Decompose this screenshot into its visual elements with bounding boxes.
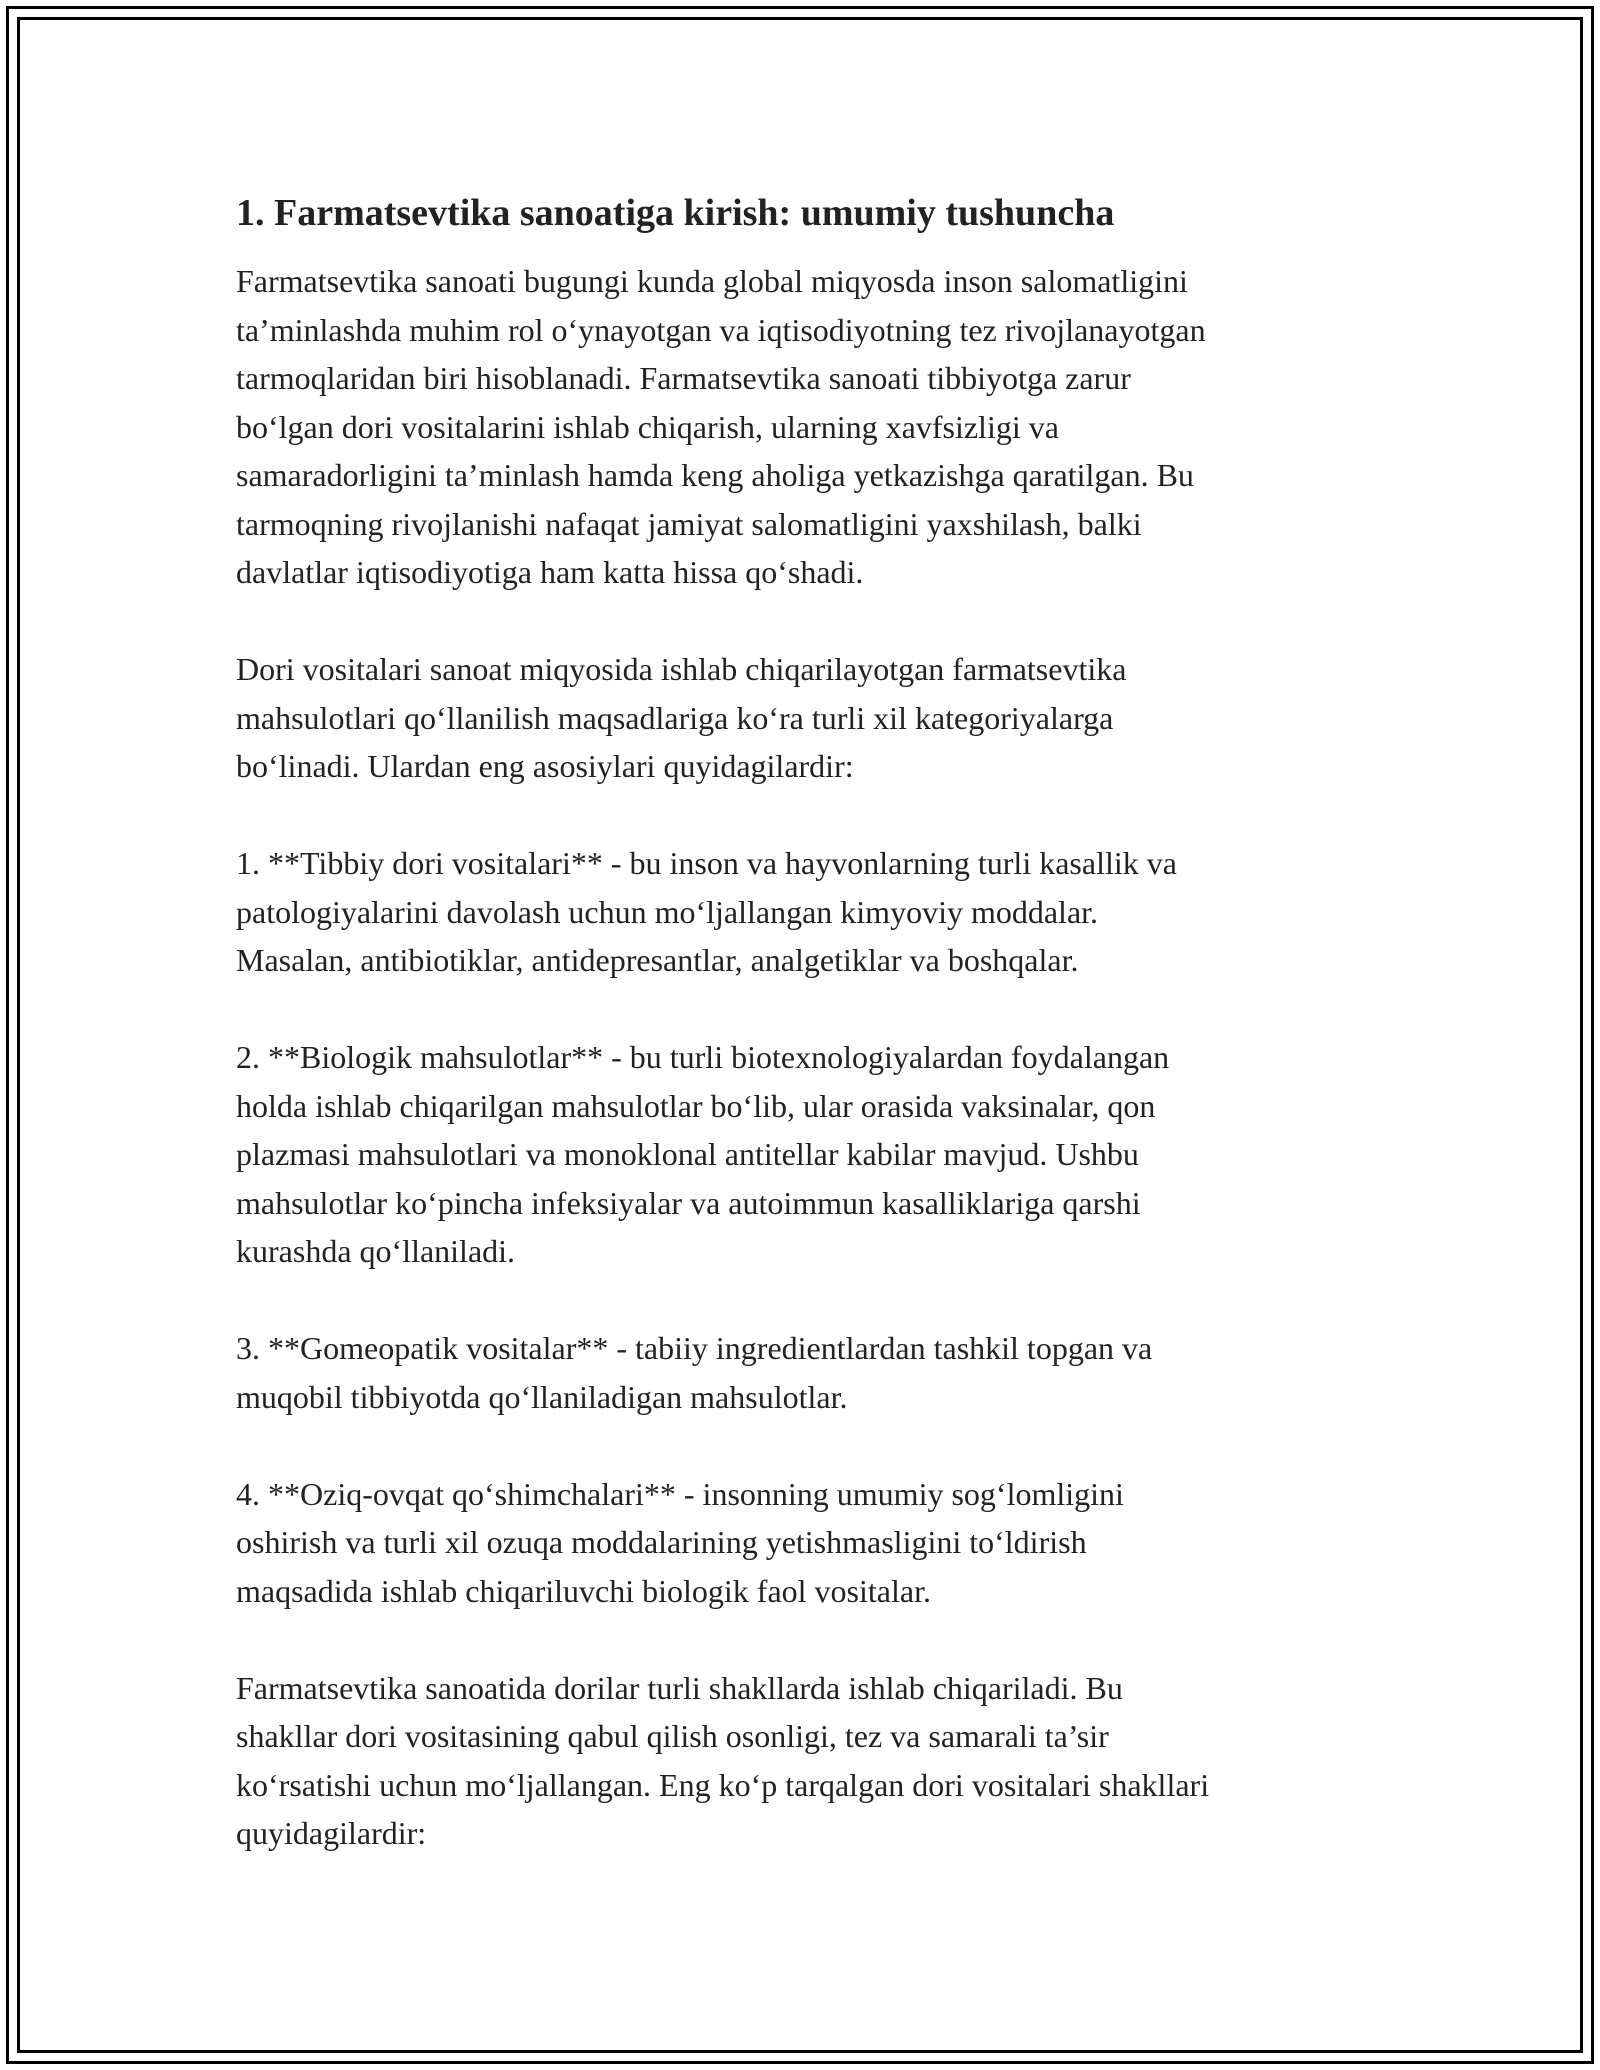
text-line: patologiyalarini davolash uchun mo‘ljallangan kimyoviy moddalar. [236,893,1099,930]
document-page [236,187,1366,1906]
text-line: 3. **Gomeopatik vositalar** - tabiiy ingredientlardan tashkil topgan va [236,1330,1153,1366]
text-line: Farmatsevtika sanoatida dorilar turli shakllarda ishlab chiqariladi. Bu [236,1669,1123,1706]
text-line: tarmoqning rivojlanishi nafaqat jamiyat salomatligini yaxshilash, balki [236,505,1142,542]
list-item-biologics [236,1033,1366,1276]
text-line: quyidagilardir: [236,1815,427,1851]
categories-intro-paragraph [236,645,1366,791]
text-line: mahsulotlar ko‘pincha infeksiyalar va autoimmun kasalliklariga qarshi [236,1184,1141,1221]
intro-paragraph [236,257,1366,597]
text-line: muqobil tibbiyotda qo‘llaniladigan mahsulotlar. [236,1378,848,1415]
text-line: kurashda qo‘llaniladi. [236,1233,516,1269]
text-line: mahsulotlari qo‘llanilish maqsadlariga ko‘ra turli xil kategoriyalarga [236,699,1114,736]
text-line: shakllar dori vositasining qabul qilish osonligi, tez va samarali ta’sir [236,1718,1109,1754]
text-line: Farmatsevtika sanoati bugungi kunda global miqyosda inson salomatligini [236,263,1188,299]
text-line: davlatlar iqtisodiyotiga ham katta hissa qo‘shadi. [236,554,864,590]
text-line: ko‘rsatishi uchun mo‘ljallangan. Eng ko‘p tarqalgan dori vositalari shakllari [236,1766,1210,1803]
text-line: 1. **Tibbiy dori vositalari** - bu inson va hayvonlarning turli kasallik va [236,845,1177,881]
text-line: 2. **Biologik mahsulotlar** - bu turli biotexnologiyalardan foydalangan [236,1039,1170,1075]
text-line: holda ishlab chiqarilgan mahsulotlar bo‘lib, ular orasida vaksinalar, qon [236,1087,1156,1124]
text-line: 4. **Oziq-ovqat qo‘shimchalari** - insonning umumiy sog‘lomligini [236,1475,1124,1512]
text-line: bo‘linadi. Ulardan eng asosiylari quyidagilardir: [236,748,854,784]
text-line: Masalan, antibiotiklar, antidepresantlar, analgetiklar va boshqalar. [236,942,1079,978]
list-item-homeopathic [236,1324,1366,1421]
text-line: bo‘lgan dori vositalarini ishlab chiqarish, ularning xavfsizligi va [236,408,1059,445]
text-line: maqsadida ishlab chiqariluvchi biologik faol vositalar. [236,1572,931,1609]
text-line: ta’minlashda muhim rol o‘ynayotgan va iqtisodiyotning tez rivojlanayotgan [236,311,1206,348]
text-line: plazmasi mahsulotlari va monoklonal antitellar kabilar mavjud. Ushbu [236,1136,1139,1172]
list-item-medical-drugs [236,839,1366,985]
text-line: Dori vositalari sanoat miqyosida ishlab chiqarilayotgan farmatsevtika [236,651,1127,687]
text-line: samaradorligini ta’minlash hamda keng aholiga yetkazishga qaratilgan. Bu [236,457,1194,493]
text-line: oshirish va turli xil ozuqa moddalarining yetishmasligini to‘ldirish [236,1524,1087,1560]
list-item-supplements [236,1470,1366,1616]
dosage-forms-paragraph [236,1664,1366,1858]
section-title: 1. Farmatsevtika sanoatiga kirish: umumiy tushuncha [236,192,1115,234]
text-line: tarmoqlaridan biri hisoblanadi. Farmatsevtika sanoati tibbiyotga zarur [236,360,1131,396]
